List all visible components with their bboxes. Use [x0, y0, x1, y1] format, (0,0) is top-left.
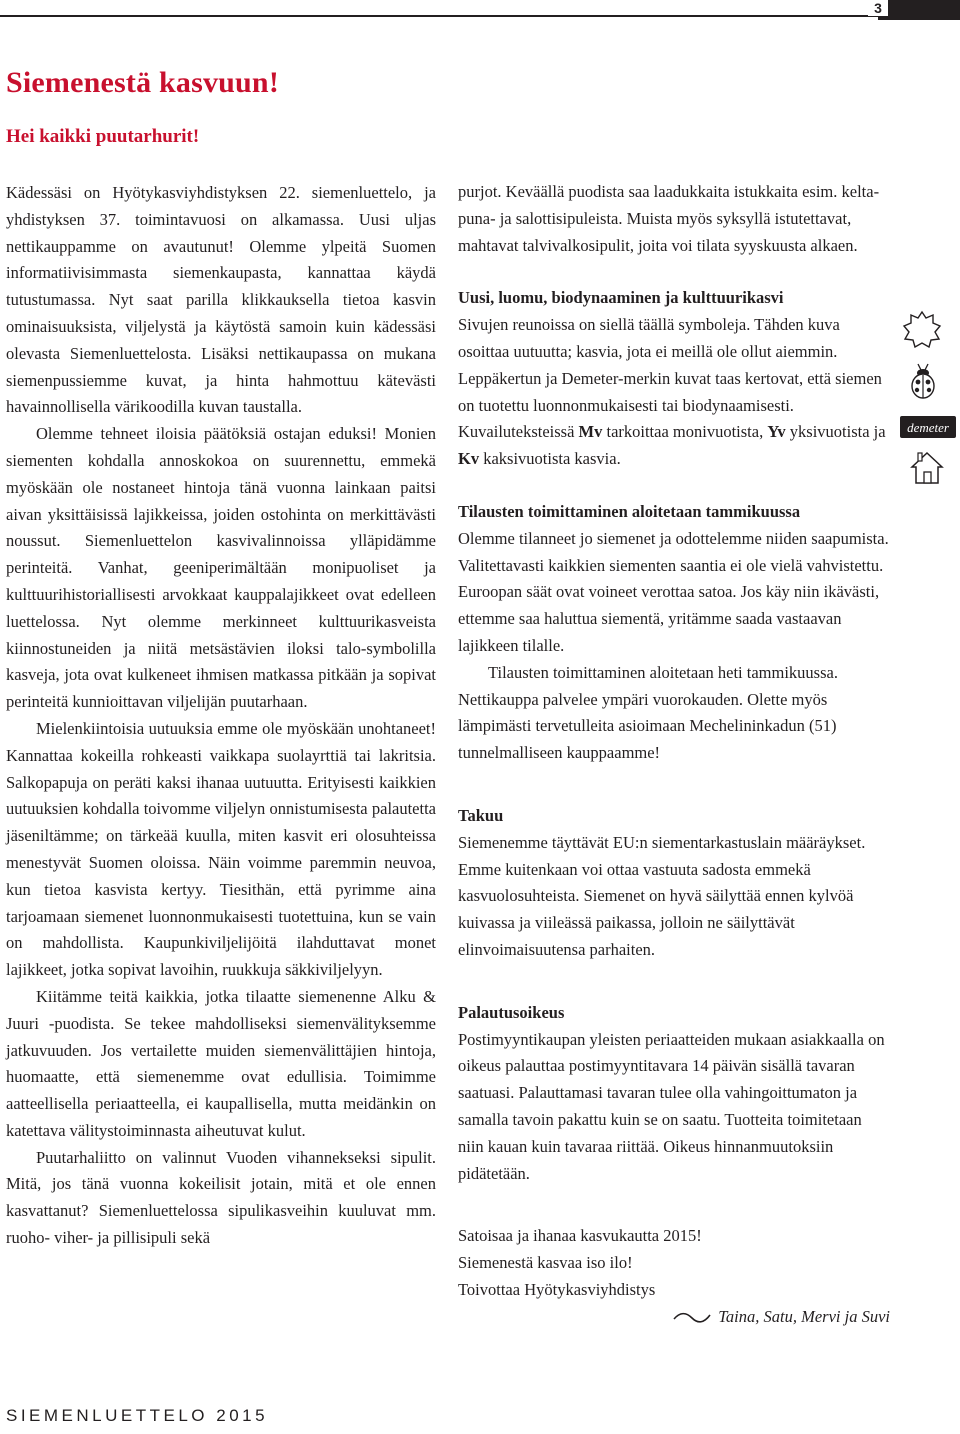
signature-names: Taina, Satu, Mervi ja Suvi	[718, 1306, 890, 1326]
paragraph-onions-cont: purjot. Keväällä puodista saa laadukkaita istukkaita esim. kelta- puna- ja salottisipuleista. Muista myös syksyllä istutettavat, mahtavat talvivalkosipulit, joita voi tilata syyskuusta alkaen.	[458, 182, 880, 255]
paragraph-onions: Puutarhaliitto on valinnut Vuoden vihannekseksi sipulit. Mitä, jos tänä vuonna kokeilisit jotain, mitä et ole ennen kasvattanut? Siemenluettelossa sipulikasveihin kuuluvat mm. ruoho- viher- ja pillisipuli sekä	[6, 1147, 436, 1248]
page-number-tab	[878, 0, 960, 20]
right-column	[458, 179, 890, 1330]
star-icon	[902, 310, 942, 348]
ladybug-icon	[908, 360, 938, 400]
left-column	[6, 180, 436, 1252]
demeter-label: demeter	[907, 420, 949, 435]
return-heading: Palautusoikeus	[458, 1002, 565, 1022]
paragraph-novelties: Mielenkiintoisia uutuuksia emme ole myöskään unohtaneet! Kannattaa kokeilla rohkeasti vaikkapa suolayrttiä tai lakritsia. Salkopapuja on peräti kaksi ihanaa uutuutta. Erityisesti kaikkien uutuuksien kohdalla toivomme viljelyn onnistumisesta palautetta jäseniltämme; on tärkeää kuulla, miten kasvit eri olosuhteissa menestyvät Suomen oloissa. Näin voimme paremmin neuvoa, kun tietoa kasvista kertyy. Tiesithän, että pyrimme aina tarjoamaan siemenet luonnonmukaisesti tuotettuina, kun se vain on mahdollista. Kaupunkiviljelijöitä ilahduttavat monet lajikkeet, jotka sopivat lavoihin, ruukkuja säkkiviljelyyn.	[6, 718, 436, 980]
page-title: Siemenestä kasvuun!	[6, 66, 280, 99]
symbols-heading: Uusi, luomu, biodynaaminen ja kulttuurikasvi	[458, 288, 784, 308]
orders-paragraph-2: Tilausten toimittaminen aloitetaan heti tammikuussa. Nettikauppa palvelee ympäri vuorokauden. Olette myös lämpimästi tervetulleita asioimaan Mechelininkadun (51) tunnelmalliseen kauppaamme!	[458, 662, 838, 763]
closing-line-3: Toivottaa Hyötykasviyhdistys	[458, 1279, 656, 1299]
paragraph-intro: Kädessäsi on Hyötykasviyhdistyksen 22. siemenluettelo, ja yhdistyksen 37. toimintavuosi on alkamassa. Uusi uljas nettikauppamme on avautunut! Olemme ylpeitä Suomen informatiivisimmasta siemenkaupasta, kannattaa käydä tutustumassa. Nyt saat parilla klikkauksella tietoa kasvin ominaisuuksista, viljelystä ja käytöstä samoin kuin kädessäsi olevasta Siemenluettelosta. Lisäksi nettikaupassa on mukana siemenpussiemme kuvat, ja hinta hahmottuu kätevästi havainnollisella värikoodilla kuvan taustalla.	[6, 183, 436, 417]
greeting: Hei kaikki puutarhurit!	[6, 126, 200, 147]
paragraph-decisions: Olemme tehneet iloisia päätöksiä ostajan eduksi! Monien siementen kohdalla annoskokoa on suurennettu, emmekä myöskään ole nostaneet hintoja tänä vuonna lainkaan paitsi aivan yksittäisissä lajikkeissa, joiden ostohinta on merkittävästi noussut. Siemenluettelon kasvivalinnoissa ylläpidämme perinteitä. Vanhat, geeniperimältään monipuoliset ja kulttuurihistoriallisesti arvokkaat kauppalajikkeet ovat edelleen luettelossa. Nyt olemme merkinneet kulttuurikasveista kiinnostuneiden ja niitä metsästävien iloksi talo-symbolilla kasveja, jota ovat kulkeneet ihmisen matkassa pitkään ja sopivat perinteitä kunnioittavan viljelijän puutarhaan.	[6, 424, 436, 712]
top-bar	[0, 0, 960, 20]
signature-swash-icon	[672, 1310, 712, 1324]
top-rule	[0, 15, 960, 17]
orders-heading: Tilausten toimittaminen aloitetaan tammikuussa	[458, 501, 801, 521]
guarantee-paragraph: Siemenemme täyttävät EU:n siementarkastuslain määräykset. Emme kuitenkaan voi ottaa vastuuta sadosta emmekä kasvuolosuhteista. Siemenet on hyvä säilyttää ennen kylvöä kuivassa ja viileässä paikassa, jolloin ne säilyttävät elinvoimaisuutensa parhaiten.	[458, 832, 866, 959]
return-paragraph: Postimyyntikaupan yleisten periaatteiden mukaan asiakkaalla on oikeus palauttaa postimyyntitavara 14 päivän sisällä tavaran saatuasi. Palauttamasi tavaran tulee olla vahingoittumaton ja samalla tavoin pakattu kuin se on saatu. Tuotteita toimitetaan niin kauan kuin tavaraa riittää. Oikeus hinnanmuutoksiin pidätetään.	[458, 1029, 885, 1183]
house-icon	[910, 450, 944, 486]
page-number: 3	[868, 0, 888, 16]
guarantee-heading: Takuu	[458, 805, 504, 825]
closing-line-2: Siemenestä kasvaa iso ilo!	[458, 1253, 633, 1273]
signature	[458, 1304, 890, 1331]
footer-catalog-label: SIEMENLUETTELO 2015	[6, 1406, 269, 1425]
demeter-icon	[900, 414, 956, 440]
orders-paragraph-1: Olemme tilanneet jo siemenet ja odottelemme niiden saapumista. Valitettavasti kaikkien siementen saantia ei ole vielä vahvistettu. Euroopan säät ovat voineet verottaa satoa. Jos käy niin ikävästi, ettemme saa haluttua siementä, yritämme saada vastaavan lajikkeen tilalle.	[458, 528, 889, 655]
symbols-paragraph: Sivujen reunoissa on siellä täällä symboleja. Tähden kuva osoittaa uutuutta; kasvia, jota ei meillä ole ollut aiemmin. Leppäkertun ja Demeter-merkin kuvat taas kertovat, että siemen on tuotettu luonnonmukaisesti tai biodynaamisesti. Kuvailuteksteissä Mv tarkoittaa monivuotista, Yv yksivuotista ja Kv kaksivuotista kasvia.	[458, 315, 886, 469]
paragraph-thanks: Kiitämme teitä kaikkia, jotka tilaatte siemenenne Alku & Juuri -puodista. Se tekee mahdolliseksi siemenvälityksemme jatkuvuuden. Jos vertailette muiden siemenvälittäjien hintoja, huomaatte, että siemenemme ovat edullisia. Toimimme aatteellisella periaatteella, ei kaupallisella, mutta meidänkin on katettava välitystoiminnasta aiheutuvat kulut.	[6, 986, 436, 1140]
closing-line-1: Satoisaa ja ihanaa kasvukautta 2015!	[458, 1226, 702, 1246]
